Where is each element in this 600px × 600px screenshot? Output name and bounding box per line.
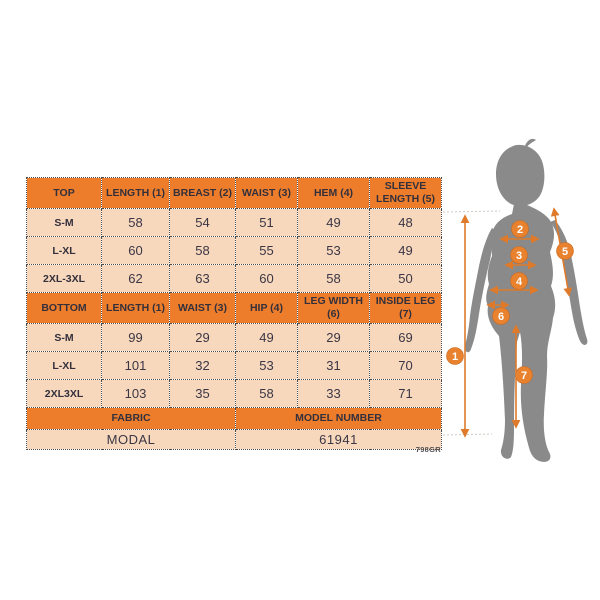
size-value-cell: 101 bbox=[102, 352, 170, 380]
size-value-cell: 58 bbox=[170, 237, 236, 265]
female-silhouette bbox=[465, 139, 588, 462]
bottom-header-cell: HIP (4) bbox=[236, 293, 298, 324]
fabric-value-cell: MODAL bbox=[27, 430, 236, 450]
size-value-cell: 49 bbox=[236, 324, 298, 352]
top-size-row bbox=[27, 209, 442, 237]
fabric-header-cell: FABRIC bbox=[27, 408, 236, 430]
size-value-cell: 51 bbox=[236, 209, 298, 237]
size-label-cell: L-XL bbox=[27, 352, 102, 380]
size-value-cell: 69 bbox=[370, 324, 442, 352]
top-header-row bbox=[27, 178, 442, 209]
bottom-header-cell: INSIDE LEG (7) bbox=[370, 293, 442, 324]
size-value-cell: 99 bbox=[102, 324, 170, 352]
size-label-cell: S-M bbox=[27, 209, 102, 237]
top-header-cell: TOP bbox=[27, 178, 102, 209]
size-value-cell: 58 bbox=[236, 380, 298, 408]
marker-7-number: 7 bbox=[520, 370, 528, 382]
product-code-label: 798GR bbox=[415, 445, 441, 454]
size-label-cell: S-M bbox=[27, 324, 102, 352]
fabric-header-row bbox=[27, 408, 442, 430]
size-value-cell: 58 bbox=[102, 209, 170, 237]
bottom-size-row bbox=[27, 352, 442, 380]
top-size-row bbox=[27, 237, 442, 265]
size-chart-table bbox=[26, 177, 442, 450]
size-value-cell: 71 bbox=[370, 380, 442, 408]
size-value-cell: 70 bbox=[370, 352, 442, 380]
size-value-cell: 32 bbox=[170, 352, 236, 380]
shoulder-guide-line bbox=[443, 211, 500, 212]
top-header-cell: WAIST (3) bbox=[236, 178, 298, 209]
top-size-row bbox=[27, 265, 442, 293]
size-value-cell: 31 bbox=[298, 352, 370, 380]
measurement-figure-diagram bbox=[438, 136, 600, 470]
size-label-cell: 2XL-3XL bbox=[27, 265, 102, 293]
marker-6-number: 6 bbox=[497, 311, 505, 323]
bottom-header-cell: LEG WIDTH (6) bbox=[298, 293, 370, 324]
size-value-cell: 35 bbox=[170, 380, 236, 408]
marker-4-number: 4 bbox=[515, 276, 523, 288]
bottom-header-cell: BOTTOM bbox=[27, 293, 102, 324]
model-number-header-cell: MODEL NUMBER bbox=[236, 408, 442, 430]
size-value-cell: 62 bbox=[102, 265, 170, 293]
ankle-guide-line bbox=[443, 434, 492, 435]
size-value-cell: 53 bbox=[298, 237, 370, 265]
bottom-size-row bbox=[27, 324, 442, 352]
size-value-cell: 29 bbox=[170, 324, 236, 352]
size-value-cell: 103 bbox=[102, 380, 170, 408]
size-value-cell: 33 bbox=[298, 380, 370, 408]
top-header-cell: HEM (4) bbox=[298, 178, 370, 209]
size-value-cell: 60 bbox=[102, 237, 170, 265]
size-value-cell: 53 bbox=[236, 352, 298, 380]
top-header-cell: BREAST (2) bbox=[170, 178, 236, 209]
size-value-cell: 48 bbox=[370, 209, 442, 237]
marker-5-number: 5 bbox=[561, 246, 569, 258]
size-value-cell: 58 bbox=[298, 265, 370, 293]
size-value-cell: 29 bbox=[298, 324, 370, 352]
size-label-cell: 2XL3XL bbox=[27, 380, 102, 408]
bottom-header-cell: LENGTH (1) bbox=[102, 293, 170, 324]
size-value-cell: 50 bbox=[370, 265, 442, 293]
bottom-header-row bbox=[27, 293, 442, 324]
top-header-cell: SLEEVE LENGTH (5) bbox=[370, 178, 442, 209]
size-value-cell: 63 bbox=[170, 265, 236, 293]
model-number-value-cell: 61941 bbox=[236, 430, 442, 450]
bottom-header-cell: WAIST (3) bbox=[170, 293, 236, 324]
size-label-cell: L-XL bbox=[27, 237, 102, 265]
size-value-cell: 55 bbox=[236, 237, 298, 265]
bottom-size-row bbox=[27, 380, 442, 408]
size-value-cell: 60 bbox=[236, 265, 298, 293]
top-header-cell: LENGTH (1) bbox=[102, 178, 170, 209]
size-value-cell: 49 bbox=[298, 209, 370, 237]
marker-3-number: 3 bbox=[515, 250, 523, 262]
marker-2-number: 2 bbox=[516, 224, 524, 236]
marker-1-number: 1 bbox=[451, 351, 459, 363]
size-value-cell: 54 bbox=[170, 209, 236, 237]
size-value-cell: 49 bbox=[370, 237, 442, 265]
